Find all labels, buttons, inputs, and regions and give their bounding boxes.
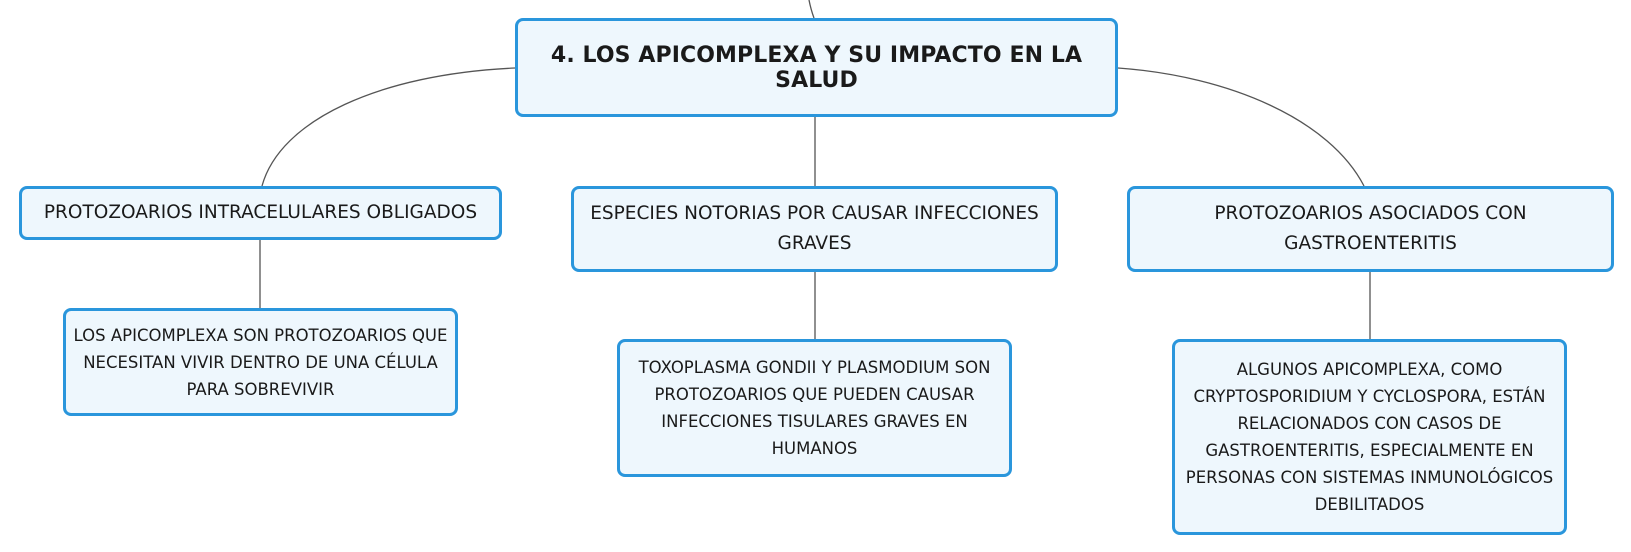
connector-main-to-branch-1 [262, 68, 515, 186]
connector-main-to-branch-3 [1118, 68, 1364, 186]
central-topic-node[interactable] [515, 18, 1118, 117]
branch-node-intracelulares[interactable] [19, 186, 502, 240]
connector-parent-to-main [809, 0, 814, 18]
detail-node-gastroenteritis[interactable] [1172, 339, 1567, 535]
branch-topic-label: PROTOZOARIOS INTRACELULARES OBLIGADOS [43, 202, 478, 223]
branch-node-gastroenteritis[interactable] [1127, 186, 1614, 272]
detail-node-intracelulares[interactable] [63, 308, 458, 416]
detail-label: TOXOPLASMA GONDII Y PLASMODIUM SON PROTOZOARIOS QUE PUEDEN CAUSAR INFECCIONES TISULARES GRAVES EN HUMANOS [638, 358, 991, 458]
central-topic-label: 4. LOS APICOMPLEXA Y SU IMPACTO EN LA SALUD [550, 42, 1083, 93]
detail-label: LOS APICOMPLEXA SON PROTOZOARIOS QUE NECESITAN VIVIR DENTRO DE UNA CÉLULA PARA SOBREVIVIR [73, 325, 448, 399]
branch-node-infecciones-graves[interactable] [571, 186, 1058, 272]
branch-topic-label: PROTOZOARIOS ASOCIADOS CON GASTROENTERITIS [1214, 203, 1527, 254]
branch-topic-label: ESPECIES NOTORIAS POR CAUSAR INFECCIONES GRAVES [590, 203, 1039, 254]
detail-node-infecciones-graves[interactable] [617, 339, 1012, 477]
detail-label: ALGUNOS APICOMPLEXA, COMO CRYPTOSPORIDIUM Y CYCLOSPORA, ESTÁN RELACIONADOS CON CASOS DE GASTROENTERITIS, ESPECIALMENTE EN PERSONAS CON SISTEMAS INMUNOLÓGICOS DEBILITADOS [1185, 360, 1554, 514]
